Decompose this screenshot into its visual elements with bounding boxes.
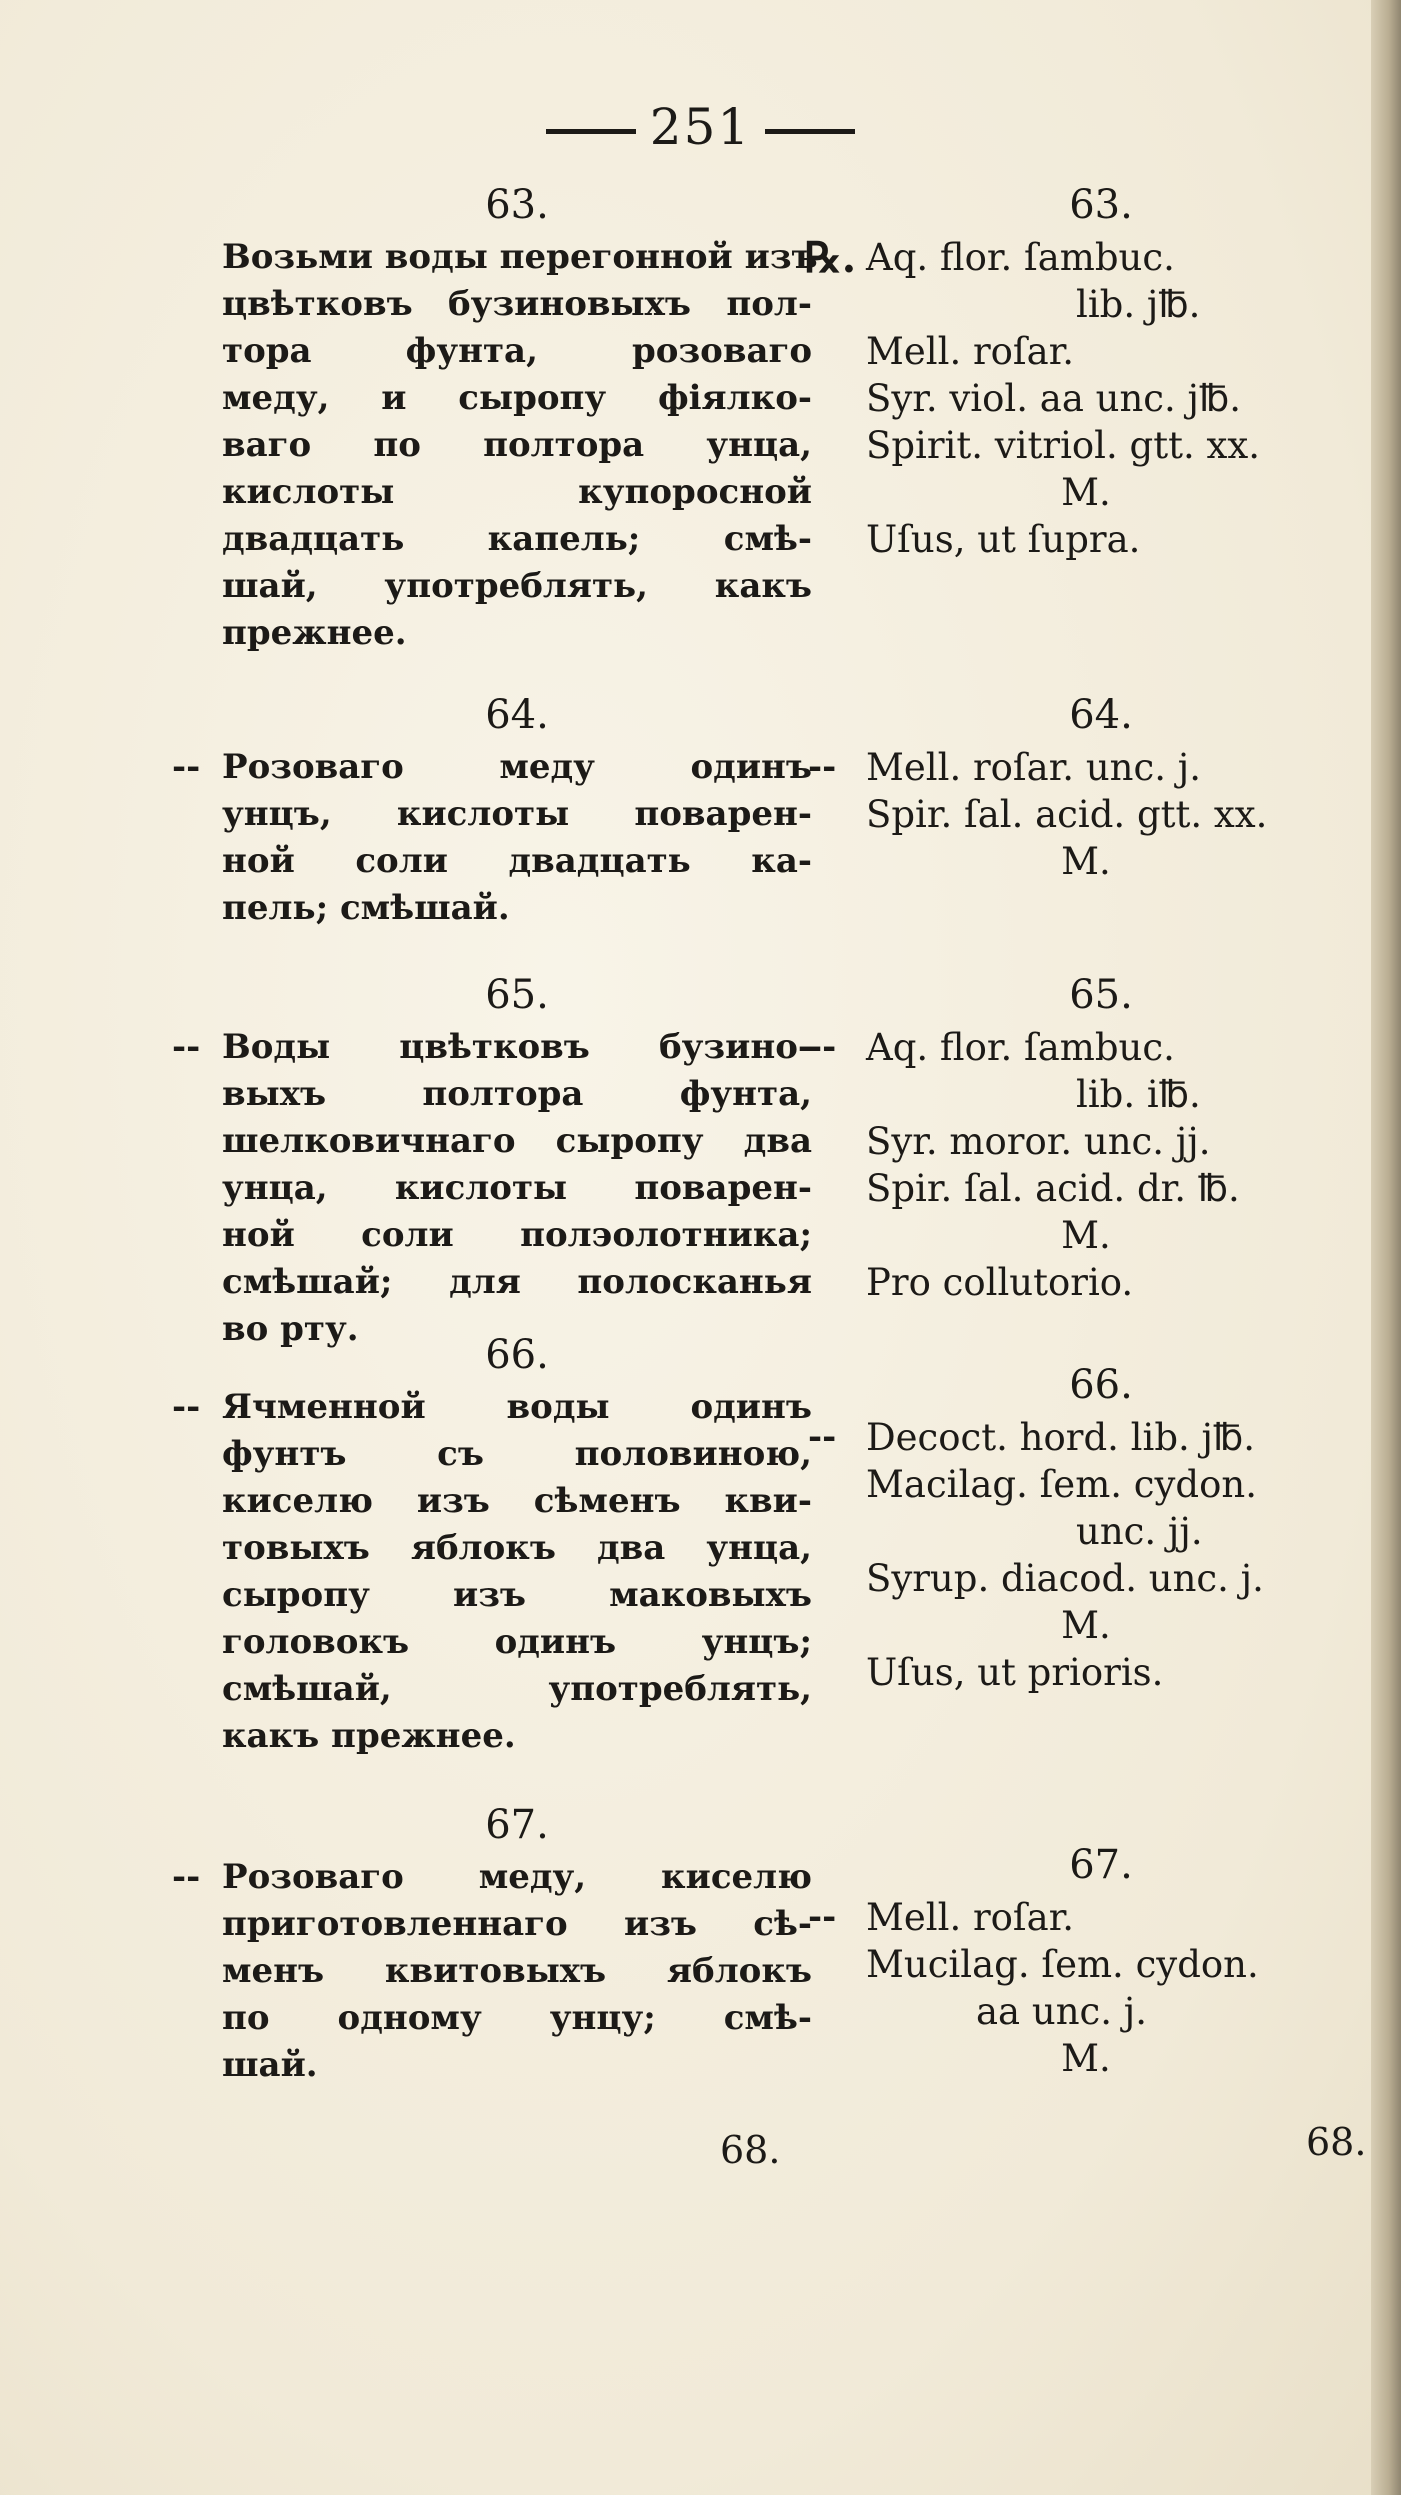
recipe-line: тора фунта, розоваго (222, 331, 812, 371)
recipe-number: 66. (1069, 1362, 1133, 1408)
ditto-marker: -- (172, 1857, 201, 1897)
recipe-line: унцъ, кислоты поварен- (222, 794, 812, 834)
recipe-line: шелковичнаго сыропу два (222, 1121, 812, 1161)
recipe-line: Mell. roſar. (866, 330, 1075, 373)
recipe-line: Возьми воды перегонной изъ (222, 237, 818, 277)
ditto-marker: -- (808, 1897, 837, 1937)
recipe-line: смѣшай; для полосканья (222, 1262, 812, 1302)
recipe-line: Spir. ſal. acid. dr. ℔. (866, 1167, 1240, 1210)
recipe-line: Ячменной воды одинъ -- (222, 1384, 812, 1431)
recipe-line: lib. i℔. (1076, 1073, 1201, 1116)
recipe-entry-ru (172, 1328, 812, 1760)
recipe-line: Розоваго меду одинъ -- (222, 744, 812, 791)
recipe-line: Воды цвѣтковъ бузино- -- (222, 1024, 812, 1071)
ditto-marker: -- (172, 1387, 201, 1427)
recipe-line: Aq. flor. ſambuc. ℞. (804, 233, 1175, 282)
recipe-symbol: ℞. (804, 233, 857, 282)
recipe-line: unc. jj. (1076, 1510, 1203, 1553)
recipe-line: какъ прежнее. (222, 1716, 516, 1756)
recipe-line: пель; смѣшай. (222, 888, 510, 928)
recipe-line: Mell. roſar. unc. j. -- (808, 746, 1201, 789)
recipe-line: Mell. roſar. -- (808, 1896, 1075, 1939)
recipe-line: фунтъ съ половиною, (222, 1434, 812, 1474)
recipe-entry-ru (222, 178, 818, 657)
recipe-line: Decoct. hord. lib. j℔. -- (808, 1416, 1256, 1459)
catchword-right: 68. (1306, 2120, 1367, 2164)
recipe-line: ваго по полтора унца, (222, 425, 812, 465)
ditto-marker: -- (808, 747, 837, 787)
catchword-left: 68. (720, 2128, 781, 2172)
recipe-line: Mucilag. ſem. cydon. (866, 1943, 1259, 1986)
recipe-line: Spir. ſal. acid. gtt. xx. (866, 793, 1268, 836)
page-header (0, 98, 1401, 156)
recipe-entry-ru (172, 688, 812, 932)
recipe-line: менъ квитовыхъ яблокъ (222, 1951, 812, 1991)
recipe-line: M. (1061, 840, 1111, 883)
recipe-line: шай, употреблять, какъ (222, 566, 812, 606)
recipe-entry-la (808, 1838, 1336, 2082)
recipe-entry-la (808, 968, 1336, 1306)
recipe-line: Syrup. diacod. unc. j. (866, 1557, 1264, 1600)
recipe-line: товыхъ яблокъ два унца, (222, 1528, 812, 1568)
recipe-line: киселю изъ сѣменъ кви- (222, 1481, 812, 1521)
recipe-number: 66. (485, 1332, 549, 1378)
recipe-line: выхъ полтора фунта, (222, 1074, 812, 1114)
recipe-line: Uſus, ut prioris. (866, 1651, 1164, 1694)
recipe-line: lib. j℔. (1076, 283, 1201, 326)
recipe-entry-la (808, 1358, 1336, 1696)
recipe-line: по одному унцу; смѣ- (222, 1998, 812, 2038)
recipe-number: 64. (1069, 692, 1133, 738)
recipe-number: 63. (1069, 182, 1133, 228)
recipe-line: Syr. moror. unc. jj. (866, 1120, 1211, 1163)
recipe-line: Aq. flor. ſambuc. -- (808, 1026, 1175, 1069)
recipe-entry-la (804, 178, 1336, 563)
page-number: 251 (649, 98, 752, 156)
recipe-line: ной соли полэолотника; (222, 1215, 812, 1255)
recipe-line: M. (1061, 1214, 1111, 1257)
recipe-line: меду, и сыропу фіялко- (222, 378, 812, 418)
recipe-line: M. (1061, 2037, 1111, 2080)
recipe-line: Розоваго меду, киселю -- (222, 1854, 812, 1901)
recipe-line: aa unc. j. (976, 1990, 1148, 2033)
recipe-entry-ru (172, 1798, 812, 2089)
recipe-line: шай. (222, 2045, 318, 2085)
recipe-line: ной соли двадцать ка- (222, 841, 812, 881)
recipe-number: 63. (485, 182, 549, 228)
recipe-entry-ru (172, 968, 812, 1353)
recipe-line: Macilag. ſem. cydon. (866, 1463, 1257, 1506)
recipe-line: унца, кислоты поварен- (222, 1168, 812, 1208)
ditto-marker: -- (172, 747, 201, 787)
header-rule-left (546, 129, 636, 134)
recipe-line: двадцать капель; смѣ- (222, 519, 812, 559)
recipe-line: смѣшай, употреблять, (222, 1669, 812, 1709)
recipe-line: M. (1061, 1604, 1111, 1647)
recipe-line: Uſus, ut ſupra. (866, 518, 1141, 561)
ditto-marker: -- (172, 1027, 201, 1067)
recipe-number: 64. (485, 692, 549, 738)
recipe-line: приготовленнаго изъ сѣ- (222, 1904, 812, 1944)
recipe-entry-la (808, 688, 1336, 885)
recipe-number: 67. (485, 1802, 549, 1848)
recipe-line: цвѣтковъ бузиновыхъ пол- (222, 284, 812, 324)
recipe-number: 65. (485, 972, 549, 1018)
recipe-number: 67. (1069, 1842, 1133, 1888)
recipe-line: головокъ одинъ унцъ; (222, 1622, 812, 1662)
recipe-line: Syr. viol. aa unc. j℔. (866, 377, 1242, 420)
recipe-line: M. (1061, 471, 1111, 514)
ditto-marker: -- (808, 1417, 837, 1457)
recipe-line: Pro collutorio. (866, 1261, 1134, 1304)
recipe-line: сыропу изъ маковыхъ (222, 1575, 812, 1615)
page-edge (1371, 0, 1401, 2495)
recipe-number: 65. (1069, 972, 1133, 1018)
recipe-line: прежнее. (222, 613, 407, 653)
recipe-line: во рту. (222, 1309, 359, 1349)
recipe-line: Spirit. vitriol. gtt. xx. (866, 424, 1260, 467)
header-rule-right (765, 129, 855, 134)
ditto-marker: -- (808, 1027, 837, 1067)
recipe-line: кислоты купоросной (222, 472, 812, 512)
